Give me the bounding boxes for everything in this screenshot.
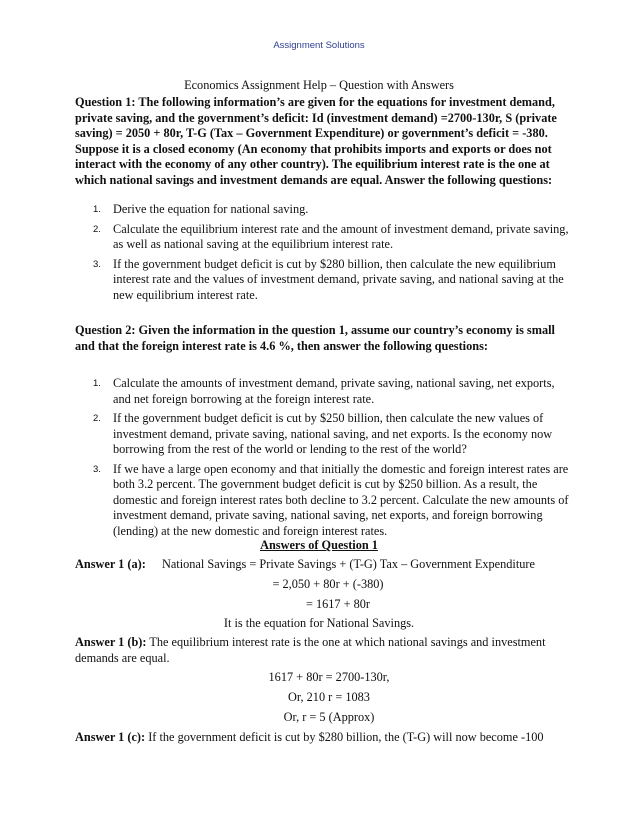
answer-1a-line-2: = 2,050 + 80r + (-380) [272,577,384,591]
question-1-list [75,202,570,303]
list-item: 1. Derive the equation for national saving. [93,202,309,216]
answer-1a-label: Answer 1 (a): [75,557,146,571]
list-item: 1. Calculate the amounts of investment demand, private saving, national saving, net exports, and net foreign borrowing at the foreign interest rate. [93,376,555,406]
answer-1a-line-4: It is the equation for National Savings. [223,616,415,630]
document-title: Economics Assignment Help – Question with Answers [184,78,454,92]
question-2-list [75,376,570,539]
list-item: 2. If the government budget deficit is cut by $250 billion, then calculate the new values of investment demand, private saving, national saving, and net exports. Is the economy now borrowing from the rest of the world or lending to the rest of the world? [93,411,553,456]
list-item: 3. If the government budget deficit is cut by $280 billion, then calculate the new equilibrium interest rate and the values of investment demand, private saving, and national saving at the new equilibrium interest rate. [93,256,564,302]
answer-1c-label: Answer 1 (c): [75,730,146,744]
answer-1b-label: Answer 1 (b): [75,635,147,649]
answer-1b-line-4: Or, r = 5 (Approx) [283,710,375,724]
answers-heading: Answers of Question 1 [260,538,378,552]
answer-1b [75,635,570,666]
question-2-text: Question 2: Given the information in the question 1, assume our country’s economy is small and that the foreign interest rate is 4.6 %, then answer the following questions: [75,323,555,353]
page-header: Assignment Solutions [273,40,365,51]
answer-1b-line-2: 1617 + 80r = 2700-130r, [268,670,390,684]
answer-1b-text: The equilibrium interest rate is the one at which national savings and investment demands are equal. [75,635,546,665]
question-1-text: Question 1: The following information’s are given for the equations for investment demand, private saving, and the government’s deficit: Id (investment demand) =2700-130r, S (private saving) = 2050 + 80r, T-G (Tax – Government Expenditure) or government’s deficit = -380. Suppose it is a closed economy (An economy that prohibits imports and exports or does not interact with the economy of any other country). The equilibrium interest rate is the one at which national savings and investment demands are equal. Answer the following questions: [75,95,557,187]
answer-1c [75,730,575,746]
answer-1b-line-3: Or, 210 r = 1083 [288,690,370,704]
answer-1c-text: If the government deficit is cut by $280 billion, the (T-G) will now become -100 [148,730,544,744]
list-item: 2. Calculate the equilibrium interest rate and the amount of investment demand, private saving, as well as national saving at the equilibrium interest rate. [93,221,569,251]
answer-1a [75,557,570,573]
answer-1a-text: National Savings = Private Savings + (T-G) Tax – Government Expenditure [161,557,535,571]
list-item: 3. If we have a large open economy and that initially the domestic and foreign interest rates are both 3.2 percent. The government budget deficit is cut by $250 billion. As a result, the domestic and foreign interest rates both decline to 3.2 percent. Calculate the new amounts of investment demand, private saving, national saving, net exports, and foreign borrowing (lending) at the new domestic and foreign interest rates. [93,461,569,538]
answer-1a-line-3: = 1617 + 80r [305,597,371,611]
